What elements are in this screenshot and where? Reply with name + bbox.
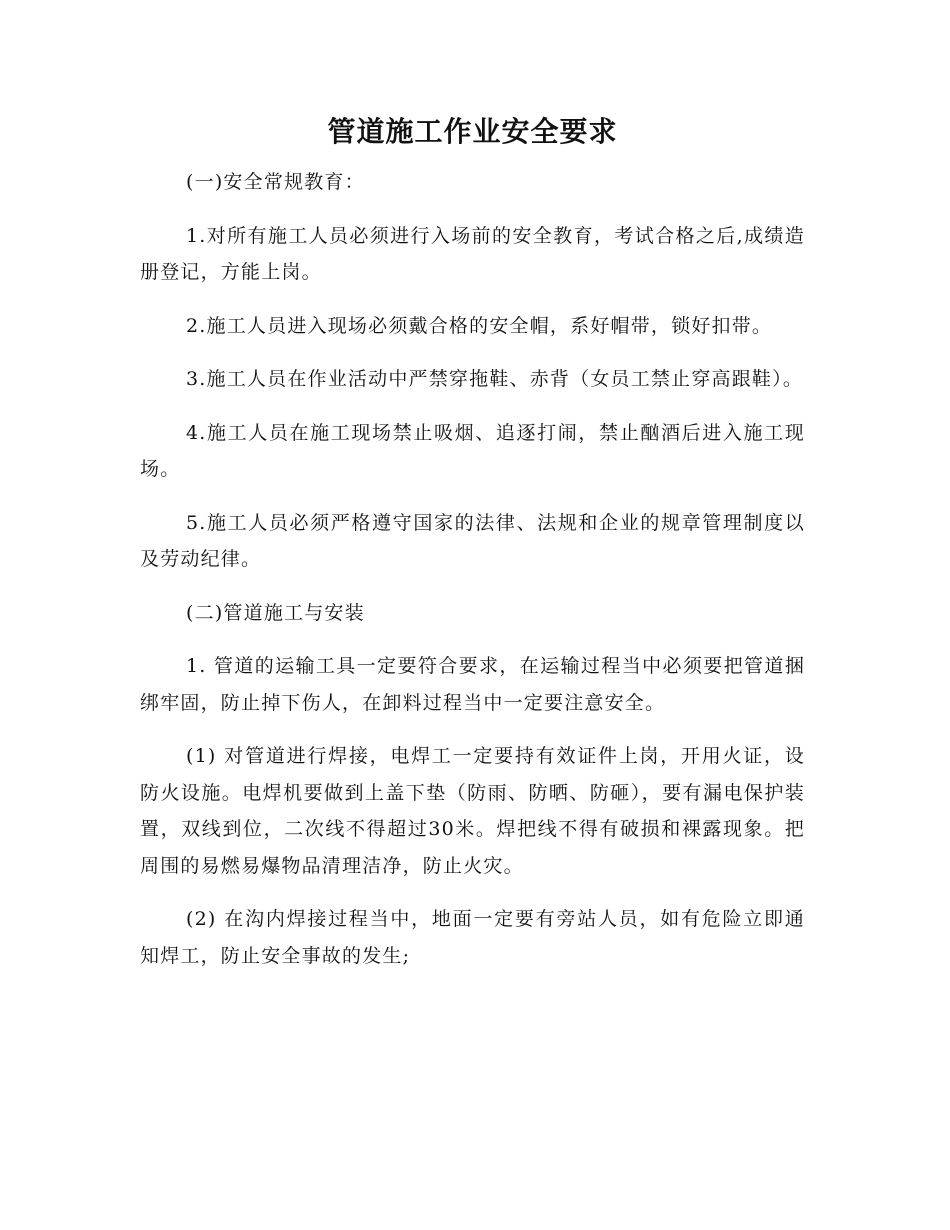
document-page — [140, 110, 805, 991]
paragraph: 2.施工人员进入现场必须戴合格的安全帽，系好帽带，锁好扣带。 — [186, 314, 773, 337]
section-heading-2: (二)管道施工与安装 — [186, 601, 365, 624]
paragraph: 5.施工人员必须严格遵守国家的法律、法规和企业的规章管理制度以及劳动纪律。 — [140, 511, 805, 570]
document-title: 管道施工作业安全要求 — [327, 115, 618, 148]
paragraph: 3.施工人员在作业活动中严禁穿拖鞋、赤背（女员工禁止穿高跟鞋）。 — [186, 368, 804, 390]
paragraph: 1. 管道的运输工具一定要符合要求，在运输过程当中必须要把管道捆绑牢固，防止掉下伤人，在卸料过程当中一定要注意安全。 — [140, 655, 805, 714]
paragraph: (2) 在沟内焊接过程当中，地面一定要有旁站人员，如有危险立即通知焊工，防止安全事故的发生; — [140, 908, 805, 967]
paragraph: (1) 对管道进行焊接，电焊工一定要持有效证件上岗，开用火证，设防火设施。电焊机要做到上盖下垫（防雨、防晒、防砸），要有漏电保护装置，双线到位，二次线不得超过30米。焊把线不得有破损和裸露现象。把周围的易燃易爆物品清理洁净，防止火灾。 — [140, 745, 805, 877]
paragraph: 4.施工人员在施工现场禁止吸烟、追逐打闹，禁止酗酒后进入施工现场。 — [140, 421, 805, 480]
section-heading-1: (一)安全常规教育： — [186, 171, 365, 193]
paragraph: 1.对所有施工人员必须进行入场前的安全教育，考试合格之后,成绩造册登记，方能上岗。 — [140, 224, 805, 283]
